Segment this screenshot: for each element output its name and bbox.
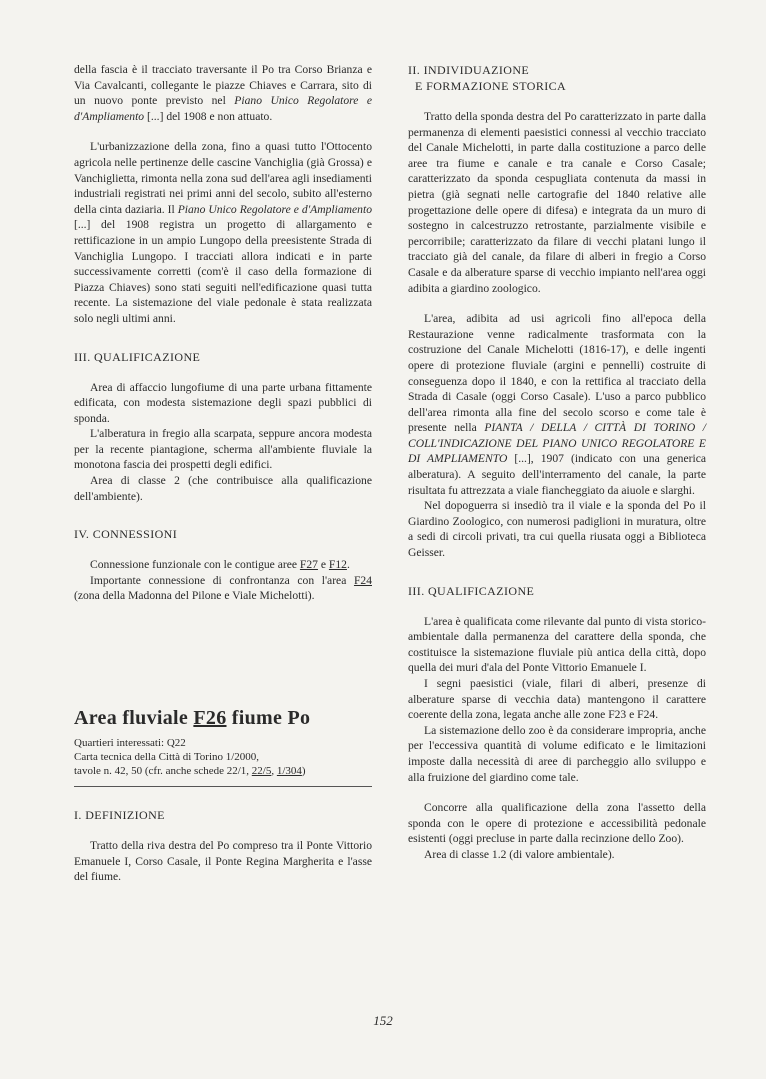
section-heading-individuazione: II. INDIVIDUAZIONE (408, 63, 530, 77)
paragraph: L'alberatura in fregio alla scarpata, seppure ancora modesta per la recente piantagione, scherma all'ambiente fluviale la monotona fascia dei prospetti degli edifici. (74, 427, 372, 472)
paragraph-connection: Connessione funzionale con le contigue aree F27 e F12. (90, 558, 350, 572)
paragraph: Area di classe 2 (che contribuisce alla qualificazione dell'ambiente). (74, 474, 372, 503)
section-heading-qualificazione: III. QUALIFICAZIONE (74, 349, 201, 364)
section-heading-definizione: I. DEFINIZIONE (74, 808, 165, 823)
page-number: 152 (373, 1013, 393, 1028)
area-link: F27 (299, 558, 318, 572)
left-column (74, 62, 372, 885)
section-heading-connessioni: IV. CONNESSIONI (74, 527, 178, 542)
area-title: Area fluviale F26 fiume Po (74, 707, 311, 730)
paragraph-definition: Tratto della riva destra del Po compreso tra il Ponte Vittorio Emanuele I, Corso Casale, il Ponte Regina Margherita e l'asse del fiume. (74, 839, 372, 884)
right-column (408, 62, 706, 863)
paragraph: I segni paesistici (viale, filari di alberi, presenze di alberature sparse di vecchia data) mantengono il carattere coerente della zona, legata anche alle zone F23 e F24. (408, 677, 706, 722)
section-heading-qualificazione: III. QUALIFICAZIONE (408, 583, 535, 598)
area-code: F26 (193, 707, 227, 730)
plan-title: Piano Unico Regolatore e d'Ampliamento (74, 94, 373, 123)
map-title: PIANTA / DELLA / CITTÀ DI TORINO / COLL'INDICAZIONE DEL PIANO UNICO REGOLATORE E DI AMPLIAMENTO (408, 421, 706, 466)
paragraph: Area di affaccio lungofiume di una parte urbana fittamente edificata, con modesta sistemazione degli spazi pubblici di sponda. (74, 380, 372, 425)
paragraph: Tratto della sponda destra del Po caratterizzato in parte dalla permanenza di elementi paesistici connessi al vecchio tracciato del Canale Michelotti, in parte dalla costituzione a parco delle aree tra fiume e canale e tra canale e Corso Casale; caratterizzato da sponda cespugliata contenuta da massi in pietra (già segnati nelle cartografie del 1840 relative alle progettazione delle opere di difesa) e integrata da un muro di sostegno in calcestruzzo retrostante, parzialmente visibile e percorribile; caratterizzato da filare di vecchi platani lungo il tracciato già del canale, da filare di alberi in fregio a Corso Casale e da alberature sparse di vecchio impianto nell'area oggi adibita a giardino zoologico. (408, 110, 706, 295)
paragraph: Area di classe 1.2 (di valore ambientale). (424, 847, 615, 861)
paragraph-history: L'area, adibita ad usi agricoli fino all'epoca della Restaurazione venne radicalmente trasformata con la costruzione del Canale Michelotti (1816-17), e delle ingenti opere di protezione fluviale (argini e pennelli) costruite di conseguenza dopo il 1840, e con la rettifica al tracciato della Strada di Casale (oggi Corso Casale). L'uso a parco pubblico dell'area rimonta alla fine del secolo scorso e come tale è presente nella PIANTA / DELLA / CITTÀ DI TORINO / COLL'INDICAZIONE DEL PIANO UNICO REGOLATORE E DI AMPLIAMENTO [...], 1907 (indicato con una generica alberatura). A seguito dell'interramento del canale, la parte risultata fu attrezzata a viale fiancheggiato da aiuole e slarghi. (408, 312, 707, 497)
paragraph: La sistemazione dello zoo è da considerare impropria, anche per l'eccessiva quantità di volume edificato e le limitazioni imposte dalla necessità di aree di parcheggio allo sviluppo e alla fruizione del giardino come tale. (408, 723, 706, 784)
area-link: F24 (353, 573, 372, 587)
paragraph: L'area è qualificata come rilevante dal punto di vista storico-ambientale dalla permanenza del carattere della sponda, che costituisce la sistemazione fluviale più antica della città, dopo quella dei muri d'ala del Ponte Vittorio Emanuele I. (408, 614, 706, 675)
plan-title: Piano Unico Regolatore e d'Ampliamento (177, 202, 372, 216)
area-metadata: Quartieri interessati: Q22 Carta tecnica della Città di Torino 1/2000, tavole n. 42, 50 (cfr. anche schede 22/1, 22/5, 1/304) (74, 737, 306, 778)
paragraph-intro: della fascia è il tracciato traversante il Po tra Corso Brianza e Via Cavalcanti, collegante le piazze Chiaves e Carrara, sito di un nuovo ponte previsto nel Piano Unico Regolatore e d'Ampliamento [...] del 1908 e non attuato. (74, 63, 373, 123)
area-link: F12 (328, 558, 347, 572)
section-heading-formazione: E FORMAZIONE STORICA (415, 79, 567, 93)
paragraph: Nel dopoguerra si insediò tra il viale e la sponda del Po il Giardino Zoologico, con numerosi padiglioni in muratura, oltre a sedi di circoli privati, tra cui quella riusata oggi a Biblioteca Geisser. (408, 499, 706, 560)
paragraph: Concorre alla qualificazione della zona l'assetto della sponda con le opere di protezione e accessibilità pedonale esistenti (oggi precluse in parte dalla recinzione dello Zoo). (408, 801, 706, 846)
paragraph-connection: Importante connessione di confrontanza con l'area F24 (zona della Madonna del Pilone e Viale Michelotti). (74, 573, 372, 603)
paragraph-urbanization: L'urbanizzazione della zona, fino a quasi tutto l'Ottocento agricola nelle pertinenze delle cascine Vanchiglia (già Grossa) e Vanchiglietta, rimonta nella zona sud dell'area agli insediamenti industriali registrati nei primi anni del secolo, subito all'esterno della cinta daziaria. Il Piano Unico Regolatore e d'Ampliamento [...] del 1908 registra un progetto di allargamento e rettificazione in un ampio Lungopo della preesistente Strada di Vanchiglia Lungopo. I tracciati allora indicati e in parte successivamente corretti (com'è il caso della formazione di Piazza Chiaves) sono stati seguiti nell'edificazione quasi tutta recente. La sistemazione del viale pedonale è stata realizzata solo negli ultimi anni. (74, 140, 372, 325)
